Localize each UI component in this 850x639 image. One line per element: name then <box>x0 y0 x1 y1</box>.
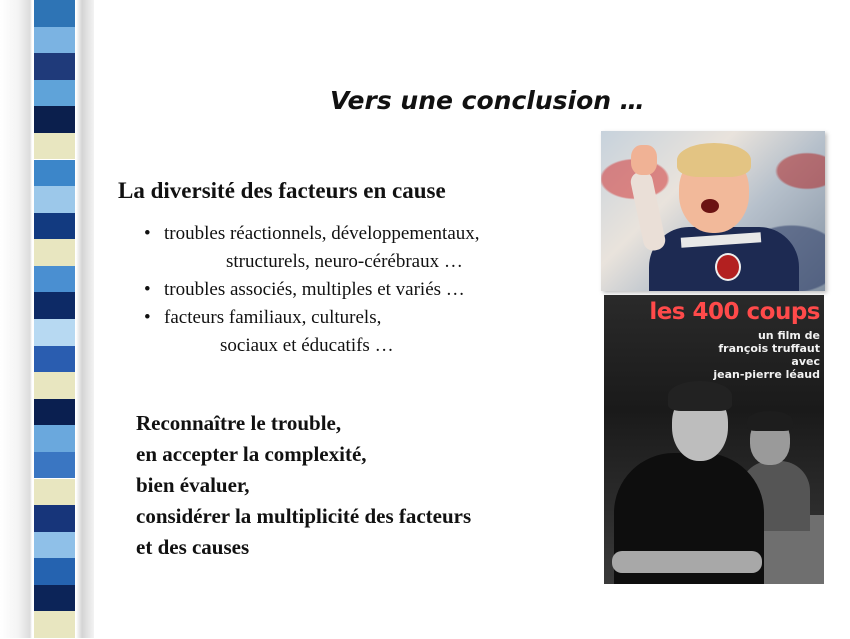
stripe-segment <box>34 80 75 108</box>
bullet-line: troubles associés, multiples et variés … <box>164 279 465 300</box>
stripe-segment <box>34 133 75 161</box>
conclusion-line: Reconnaître le trouble, <box>136 411 342 435</box>
decorative-stripe-bar <box>0 0 94 638</box>
stripe-segment <box>34 558 75 586</box>
stripe-segment <box>34 425 75 453</box>
stripe-segment <box>34 346 75 374</box>
conclusion-line: bien évaluer, <box>136 473 250 497</box>
stripe-segment <box>34 106 75 134</box>
stripe-segment <box>34 53 75 81</box>
second-boy-hair <box>747 411 793 431</box>
stripe-segment <box>34 266 75 294</box>
poster-credit-line: un film de <box>757 329 820 342</box>
bullet-item <box>142 276 480 304</box>
shouting-child-photo <box>601 131 825 291</box>
conclusion-line: considérer la multiplicité des facteurs <box>136 504 472 528</box>
raised-fist <box>631 145 657 175</box>
film-poster-image <box>604 295 824 584</box>
stripe-segment <box>34 399 75 427</box>
poster-title: les 400 coups <box>649 299 820 325</box>
bullet-item <box>142 304 480 360</box>
poster-credit-line: jean-pierre léaud <box>713 368 820 381</box>
stripe-segment <box>34 479 75 507</box>
stripe-segment <box>34 27 75 55</box>
stripe-segment <box>34 505 75 533</box>
stripe-segment <box>34 585 75 613</box>
shouting-mouth <box>701 199 719 213</box>
stripe-segment <box>34 239 75 267</box>
child-hair <box>677 143 751 177</box>
stripe-segment <box>34 292 75 320</box>
stripe-segment <box>34 532 75 560</box>
bullet-list <box>142 220 480 360</box>
bullet-line: troubles réactionnels, développementaux, <box>164 223 480 244</box>
stripe-segment <box>34 611 75 639</box>
bullet-line-continued: structurels, neuro-cérébraux … <box>226 251 463 272</box>
conclusion-line: et des causes <box>136 535 250 559</box>
bullet-line: facteurs familiaux, culturels, <box>164 307 382 328</box>
poster-credits <box>713 329 820 381</box>
boy-hair <box>668 381 732 411</box>
poster-credit-line: françois truffaut <box>718 342 820 355</box>
poster-credit-line: avec <box>791 355 820 368</box>
bullet-line-continued: sociaux et éducatifs … <box>220 335 394 356</box>
slide-subtitle: La diversité des facteurs en cause <box>118 178 446 203</box>
stripe-segment <box>34 372 75 400</box>
stripe-segment <box>34 319 75 347</box>
bullet-item <box>142 220 480 276</box>
stripe-segment <box>34 0 75 28</box>
stripe-segment <box>34 452 75 480</box>
stripe-segment <box>34 213 75 241</box>
club-badge-icon <box>715 253 741 281</box>
stripe-segment <box>34 186 75 214</box>
stripe-segment <box>34 160 75 188</box>
conclusion-line: en accepter la complexité, <box>136 442 367 466</box>
conclusion-text <box>136 408 471 563</box>
slide-title: Vers une conclusion … <box>330 86 645 115</box>
boy-hands <box>612 551 762 573</box>
